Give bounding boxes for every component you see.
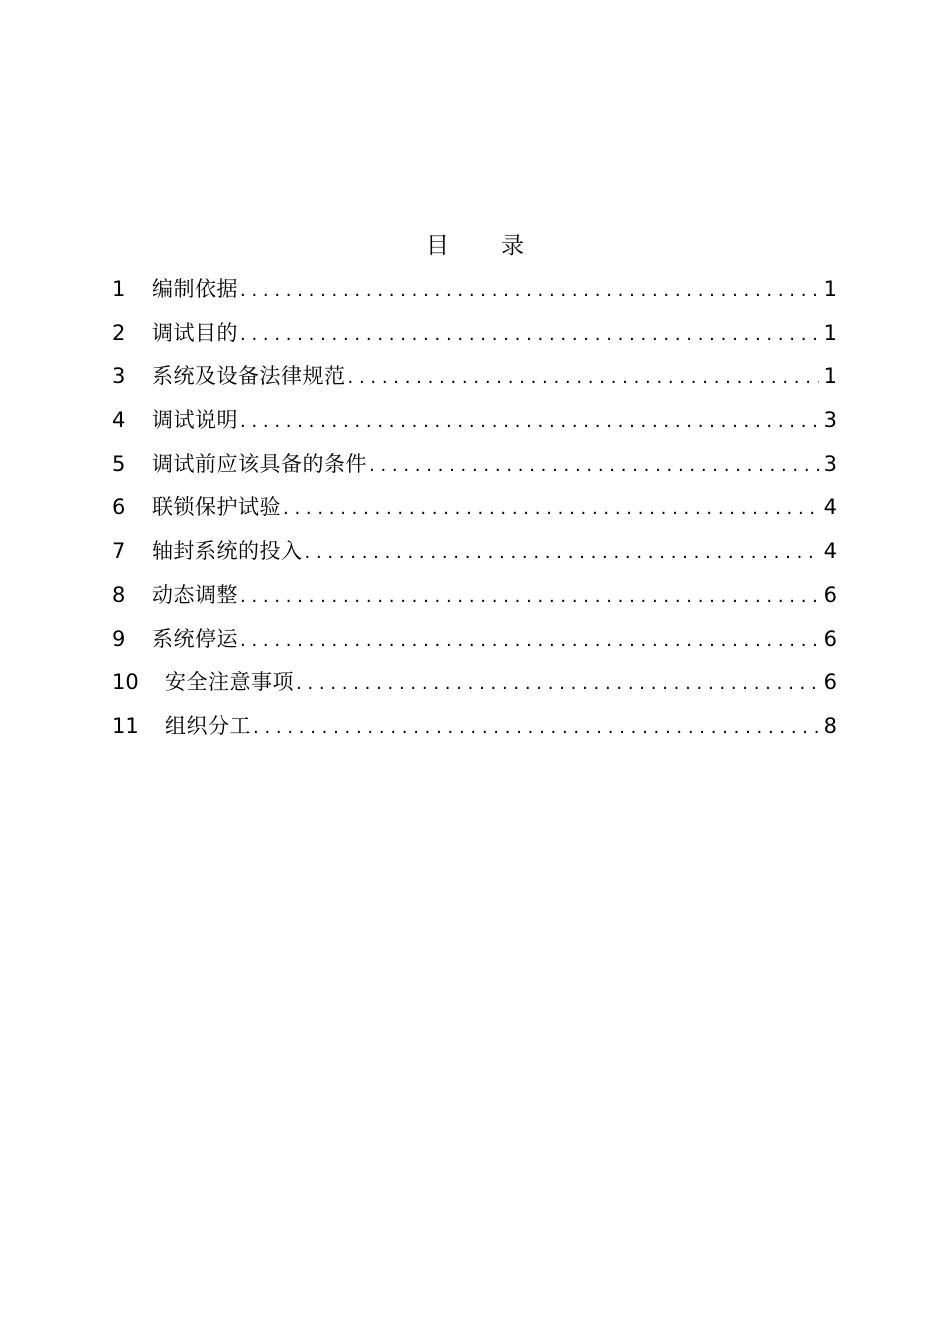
toc-entry-title: 动态调整 — [152, 582, 238, 607]
toc-dot-leader — [240, 619, 819, 663]
toc-entry[interactable] — [112, 705, 837, 749]
toc-entry-title: 调试说明 — [152, 408, 238, 433]
toc-dot-leader — [253, 706, 819, 750]
toc-entry[interactable] — [112, 268, 837, 312]
toc-entry-page: 6 — [823, 670, 837, 695]
toc-entry[interactable] — [112, 574, 837, 618]
toc-entry[interactable] — [112, 443, 837, 487]
toc-entry-title: 组织分工 — [165, 713, 251, 738]
toc-entry[interactable] — [112, 399, 837, 443]
toc-entry-page: 1 — [823, 277, 837, 301]
toc-list — [112, 268, 837, 749]
toc-entry-title: 调试目的 — [152, 320, 238, 345]
toc-entry-title: 调试前应该具备的条件 — [152, 451, 367, 476]
toc-entry-page: 8 — [823, 713, 837, 738]
toc-dot-leader — [296, 662, 819, 706]
toc-entry[interactable] — [112, 530, 837, 574]
toc-dot-leader — [240, 400, 819, 444]
toc-entry-number: 3 — [112, 364, 126, 389]
toc-entry-title: 系统及设备法律规范 — [152, 364, 346, 389]
toc-entry-page: 6 — [823, 582, 837, 607]
toc-dot-leader — [283, 487, 819, 531]
toc-dot-leader — [240, 269, 819, 313]
toc-entry-page: 4 — [823, 495, 837, 520]
toc-dot-leader — [305, 531, 820, 575]
toc-dot-leader — [240, 313, 819, 357]
toc-entry[interactable] — [112, 312, 837, 356]
toc-dot-leader — [240, 575, 819, 619]
toc-entry-page: 4 — [823, 539, 837, 564]
toc-entry-number: 2 — [112, 320, 126, 345]
toc-entry[interactable] — [112, 661, 837, 705]
toc-entry-number: 5 — [112, 451, 126, 476]
toc-entry-page: 6 — [823, 626, 837, 651]
toc-entry-title: 编制依据 — [152, 277, 238, 301]
toc-dot-leader — [348, 356, 820, 400]
toc-title-char-2: 录 — [501, 233, 524, 259]
toc-entry-number: 11 — [112, 713, 139, 738]
toc-entry-number: 1 — [112, 277, 126, 301]
toc-entry-page: 1 — [823, 364, 837, 389]
toc-entry-number: 10 — [112, 670, 139, 695]
toc-entry-title: 安全注意事项 — [165, 670, 294, 695]
toc-entry-title: 轴封系统的投入 — [152, 539, 303, 564]
toc-entry-number: 7 — [112, 539, 126, 564]
toc-entry[interactable] — [112, 618, 837, 662]
toc-entry-page: 3 — [823, 451, 837, 476]
toc-entry-page: 3 — [823, 408, 837, 433]
toc-entry-page: 1 — [823, 320, 837, 345]
toc-entry-title: 系统停运 — [152, 626, 238, 651]
toc-entry-number: 4 — [112, 408, 126, 433]
toc-title — [0, 228, 950, 264]
toc-entry-number: 9 — [112, 626, 126, 651]
toc-entry-number: 6 — [112, 495, 126, 520]
toc-entry-title: 联锁保护试验 — [152, 495, 281, 520]
toc-title-char-1: 目 — [426, 233, 449, 259]
toc-entry[interactable] — [112, 355, 837, 399]
toc-dot-leader — [369, 444, 819, 488]
toc-entry[interactable] — [112, 486, 837, 530]
toc-entry-number: 8 — [112, 582, 126, 607]
